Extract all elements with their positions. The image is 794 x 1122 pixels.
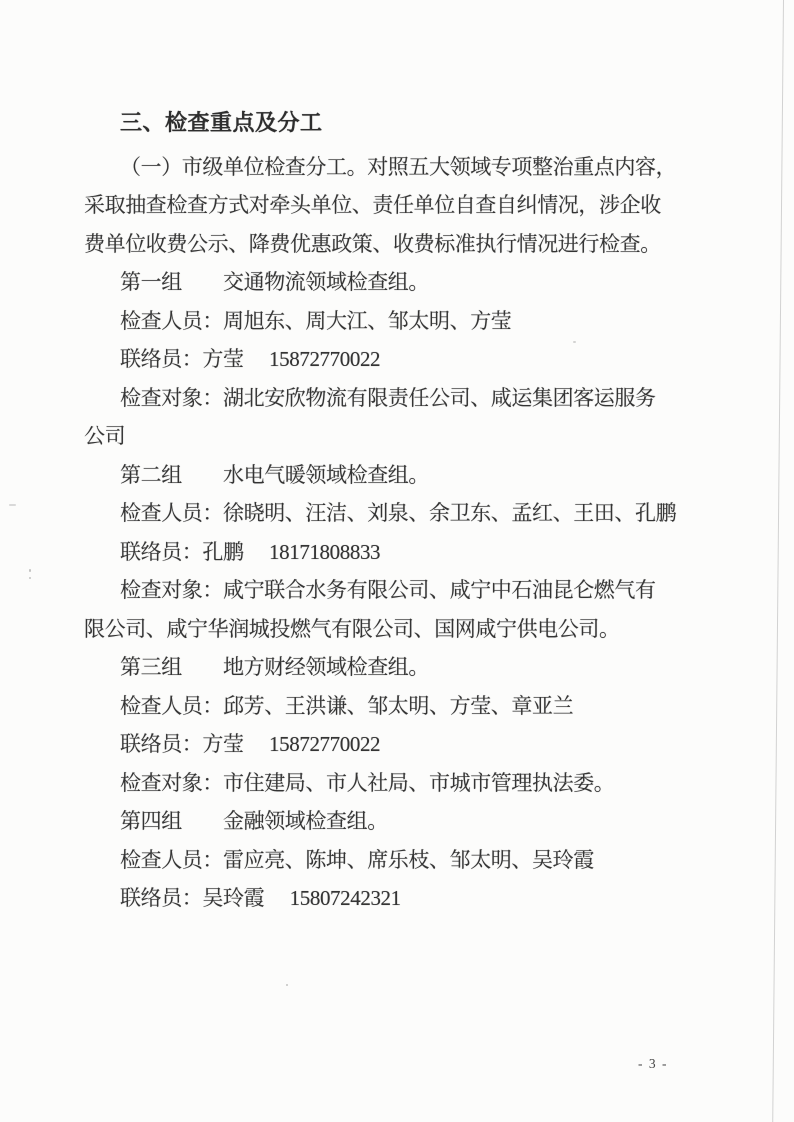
scan-speck bbox=[286, 984, 288, 986]
scan-speck bbox=[573, 341, 576, 343]
section-heading: 三、检查重点及分工 bbox=[120, 110, 323, 135]
scan-speck bbox=[29, 577, 31, 579]
group-1-liaison: 联络员：方莹 15872770022 bbox=[120, 347, 381, 371]
scan-speck bbox=[29, 569, 31, 572]
group-2-targets-line-1: 检查对象：咸宁联合水务有限公司、咸宁中石油昆仑燃气有 bbox=[120, 578, 656, 602]
group-2-liaison: 联络员：孔鹏 18171808833 bbox=[120, 539, 381, 564]
group-1-targets-line-2: 公司 bbox=[84, 424, 126, 448]
group-3-liaison: 联络员：方莹 15872770022 bbox=[120, 732, 381, 756]
scan-page-edge-artifact bbox=[772, 0, 784, 1122]
group-2-inspectors: 检查人员：徐晓明、汪洁、刘泉、余卫东、孟红、王田、孔鹏 bbox=[120, 501, 677, 525]
group-1-title: 第一组 交通物流领域检查组。 bbox=[120, 270, 429, 294]
inspection-group-3 bbox=[84, 648, 704, 802]
intro-line-1: （一）市级单位检查分工。对照五大领域专项整治重点内容， bbox=[120, 154, 677, 179]
inspection-group-2 bbox=[84, 456, 704, 649]
group-3-targets-line-1: 检查对象：市住建局、市人社局、市城市管理执法委。 bbox=[120, 770, 615, 795]
group-2-targets-line-2: 限公司、咸宁华润城投燃气有限公司、国网咸宁供电公司。 bbox=[84, 616, 620, 641]
document-content bbox=[84, 104, 704, 918]
group-3-inspectors: 检查人员：邱芳、王洪谦、邹太明、方莹、章亚兰 bbox=[120, 693, 574, 718]
inspection-group-4 bbox=[84, 802, 704, 918]
page-number: - 3 - bbox=[638, 1056, 668, 1071]
group-4-inspectors: 检查人员：雷应亮、陈坤、席乐枝、邹太明、吴玲霞 bbox=[120, 847, 594, 872]
intro-line-3: 费单位收费公示、降费优惠政策、收费标准执行情况进行检查。 bbox=[84, 231, 661, 256]
intro-line-2: 采取抽查检查方式对牵头单位、责任单位自查自纠情况，涉企收 bbox=[84, 193, 661, 217]
group-4-title: 第四组 金融领域检查组。 bbox=[120, 809, 388, 833]
group-1-targets-line-1: 检查对象：湖北安欣物流有限责任公司、咸运集团客运服务 bbox=[120, 385, 656, 410]
group-2-title: 第二组 水电气暖领域检查组。 bbox=[120, 462, 429, 487]
scan-speck bbox=[9, 504, 16, 506]
group-3-title: 第三组 地方财经领域检查组。 bbox=[120, 655, 429, 679]
group-1-inspectors: 检查人员：周旭东、周大江、邹太明、方莹 bbox=[120, 308, 512, 333]
group-4-liaison: 联络员：吴玲霞 15807242321 bbox=[120, 886, 401, 910]
inspection-group-1 bbox=[84, 263, 704, 456]
